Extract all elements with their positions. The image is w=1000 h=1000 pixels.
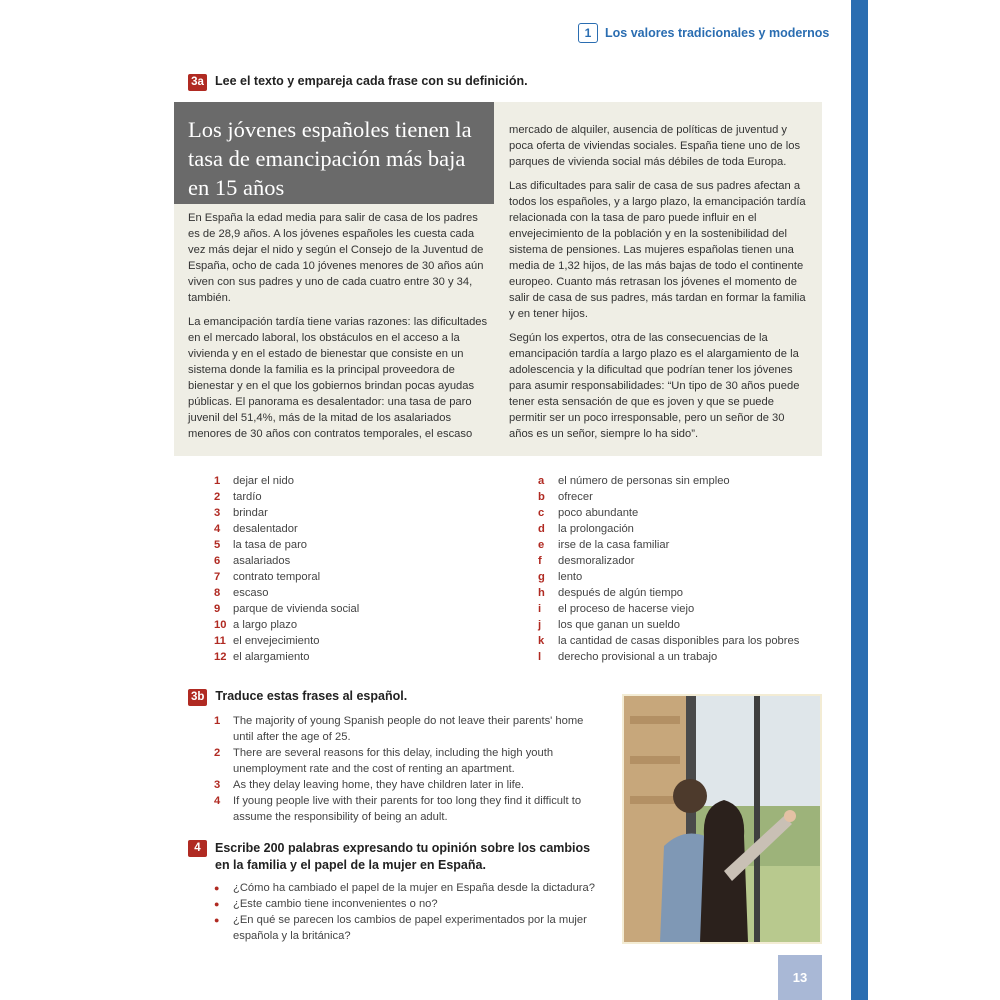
article-paragraph: En España la edad media para salir de casa de los padres es de 28,9 años. A los jóvenes españoles les cuesta cada vez más dejar el nido y según el Consejo de la Juventud de España, ocho de cada 10 jóvenes menores de 30 años aún viven con sus padres y uno de cada cuatro entre 30 y 34, también. xyxy=(188,212,484,304)
article-paragraph: Según los expertos, otra de las consecuencias de la emancipación tardía a largo plazo es el alargamiento de la adolescencia y la dificultad que podrían tener los jóvenes para asumir responsabilidades: “Un tipo de 30 años puede tener esta sensación de que es joven y que se puede permitir ser un poco irresponsable, pero un señor de 30 años es un señor, siempre lo ha sido”. xyxy=(509,332,800,440)
task-instruction: Traduce estas frases al español. xyxy=(215,689,408,703)
item-letter: e xyxy=(538,539,545,551)
list-item xyxy=(538,473,799,489)
item-number: 3 xyxy=(214,507,221,519)
task-3a-heading xyxy=(188,74,528,91)
list-item xyxy=(538,569,799,585)
chapter-title: Los valores tradicionales y modernos xyxy=(605,26,830,40)
item-number: 2 xyxy=(214,747,221,759)
item-text: ¿Cómo ha cambiado el papel de la mujer en España desde la dictadura? xyxy=(233,882,595,894)
item-text: ¿Este cambio tiene inconvenientes o no? xyxy=(233,898,438,910)
item-text: asalariados xyxy=(233,555,291,567)
task-instruction: Escribe 200 palabras expresando tu opinión sobre los cambios en la familia y el papel de la mujer en España. xyxy=(215,841,591,872)
item-text: escaso xyxy=(233,587,269,599)
list-item xyxy=(538,617,799,633)
item-text: los que ganan un sueldo xyxy=(558,619,680,631)
item-number: 1 xyxy=(214,475,221,487)
item-text: el número de personas sin empleo xyxy=(558,475,730,487)
article-title: Los jóvenes españoles tienen la tasa de emancipación más baja en 15 años xyxy=(174,102,494,204)
item-number: 7 xyxy=(214,571,221,583)
page-number: 13 xyxy=(778,955,822,1000)
list-item xyxy=(538,505,799,521)
item-letter: f xyxy=(538,555,542,567)
task-4-heading xyxy=(188,840,608,874)
item-text: ofrecer xyxy=(558,491,593,503)
list-item xyxy=(214,569,359,585)
item-text: el proceso de hacerse viejo xyxy=(558,603,695,615)
definitions-list xyxy=(538,473,799,665)
item-text: a largo plazo xyxy=(233,619,298,631)
item-number: 1 xyxy=(214,715,221,727)
list-item xyxy=(538,489,799,505)
couple-photo xyxy=(622,694,822,944)
list-item xyxy=(214,489,359,505)
red-bullet-icon: ● xyxy=(214,915,220,925)
chapter-header xyxy=(578,23,829,43)
item-letter: i xyxy=(538,603,542,615)
task-instruction: Lee el texto y empareja cada frase con su definición. xyxy=(215,74,528,88)
item-text: el alargamiento xyxy=(233,651,310,663)
article-paragraph: Las dificultades para salir de casa de sus padres afectan a todos los españoles, y a largo plazo, la emancipación tardía relacionada con la tasa de paro puede influir en el envejecimiento de la población y en la sostenibilidad del sistema de pensiones. Las mujeres españolas tienen una media de 1,32 hijos, de las más bajas de todo el continente europeo. Cuanto más retrasan los jóvenes el momento de salir de casa de sus padres, más tardan en formar la familia y en tener hijos. xyxy=(509,180,806,320)
article-column-right xyxy=(509,122,807,450)
item-text: dejar el nido xyxy=(233,475,294,487)
couple-illustration xyxy=(624,696,820,942)
item-number: 5 xyxy=(214,539,221,551)
item-text: la cantidad de casas disponibles para los pobres xyxy=(558,635,800,647)
red-bullet-icon: ● xyxy=(214,899,220,909)
list-item xyxy=(214,713,604,745)
terms-list xyxy=(214,473,359,665)
list-item xyxy=(538,633,799,649)
list-item xyxy=(214,521,359,537)
item-text: desmoralizador xyxy=(558,555,635,567)
item-text: desalentador xyxy=(233,523,298,535)
item-number: 9 xyxy=(214,603,221,615)
item-letter: b xyxy=(538,491,545,503)
item-number: 12 xyxy=(214,651,227,663)
list-item xyxy=(214,896,604,912)
list-item xyxy=(214,617,359,633)
item-text: la tasa de paro xyxy=(233,539,308,551)
item-number: 10 xyxy=(214,619,227,631)
item-letter: k xyxy=(538,635,545,647)
list-item xyxy=(214,601,359,617)
list-item xyxy=(538,649,799,665)
item-text: el envejecimiento xyxy=(233,635,320,647)
item-text: después de algún tiempo xyxy=(558,587,684,599)
item-letter: a xyxy=(538,475,545,487)
translation-list xyxy=(214,713,604,825)
chapter-number: 1 xyxy=(578,23,598,43)
list-item xyxy=(214,633,359,649)
item-number: 11 xyxy=(214,635,226,647)
item-letter: c xyxy=(538,507,545,519)
article-column-left xyxy=(188,210,488,450)
side-stripe xyxy=(851,0,868,1000)
list-item xyxy=(214,505,359,521)
item-text: As they delay leaving home, they have children later in life. xyxy=(233,779,525,791)
item-number: 8 xyxy=(214,587,221,599)
item-letter: g xyxy=(538,571,545,583)
item-text: poco abundante xyxy=(558,507,639,519)
item-text: brindar xyxy=(233,507,268,519)
item-number: 6 xyxy=(214,555,221,567)
item-text: The majority of young Spanish people do not leave their parents' home until after the age of 25. xyxy=(233,715,584,743)
task-3b-heading xyxy=(188,689,407,706)
list-item xyxy=(538,601,799,617)
item-number: 4 xyxy=(214,523,221,535)
item-text: There are several reasons for this delay, including the high youth unemployment rate and the cost of renting an apartment. xyxy=(233,747,554,775)
list-item xyxy=(214,793,604,825)
article-paragraph: mercado de alquiler, ausencia de políticas de juventud y poca oferta de viviendas sociales. España tiene uno de los parques de vivienda social más débiles de toda Europa. xyxy=(509,124,801,168)
item-text: irse de la casa familiar xyxy=(558,539,670,551)
item-text: contrato temporal xyxy=(233,571,321,583)
list-item xyxy=(214,649,359,665)
list-item xyxy=(214,585,359,601)
item-number: 3 xyxy=(214,779,221,791)
list-item xyxy=(538,585,799,601)
item-letter: j xyxy=(538,619,542,631)
item-text: lento xyxy=(558,571,583,583)
question-list xyxy=(214,880,604,944)
item-text: tardío xyxy=(233,491,262,503)
task-badge: 4 xyxy=(188,840,207,857)
task-badge: 3a xyxy=(188,74,207,91)
article-box xyxy=(174,102,822,456)
task-badge: 3b xyxy=(188,689,207,706)
list-item xyxy=(214,745,604,777)
item-letter: h xyxy=(538,587,545,599)
item-letter: l xyxy=(538,651,542,663)
list-item xyxy=(538,521,799,537)
list-item xyxy=(214,880,604,896)
list-item xyxy=(214,912,604,944)
list-item xyxy=(214,537,359,553)
item-text: ¿En qué se parecen los cambios de papel experimentados por la mujer española y la británica? xyxy=(233,914,587,942)
list-item xyxy=(538,553,799,569)
red-bullet-icon: ● xyxy=(214,883,220,893)
article-paragraph: La emancipación tardía tiene varias razones: las dificultades en el mercado laboral, los obstáculos en el acceso a la vivienda y en el estado de bienestar que consiste en un sistema donde la familia es la principal proveedora de bienestar y en el que los gobiernos brindan pocas ayudas públicas. El panorama es desalentador: una tasa de paro juvenil del 51,4%, más de la mitad de los asalariados menores de 30 años con contratos temporales, el escaso xyxy=(188,316,488,440)
item-number: 4 xyxy=(214,795,221,807)
list-item xyxy=(214,553,359,569)
item-number: 2 xyxy=(214,491,221,503)
item-text: If young people live with their parents for too long they find it difficult to assume the responsibility of being an adult. xyxy=(233,795,582,823)
list-item xyxy=(214,777,604,793)
list-item xyxy=(538,537,799,553)
list-item xyxy=(214,473,359,489)
item-letter: d xyxy=(538,523,545,535)
item-text: la prolongación xyxy=(558,523,634,535)
item-text: derecho provisional a un trabajo xyxy=(558,651,718,663)
item-text: parque de vivienda social xyxy=(233,603,360,615)
